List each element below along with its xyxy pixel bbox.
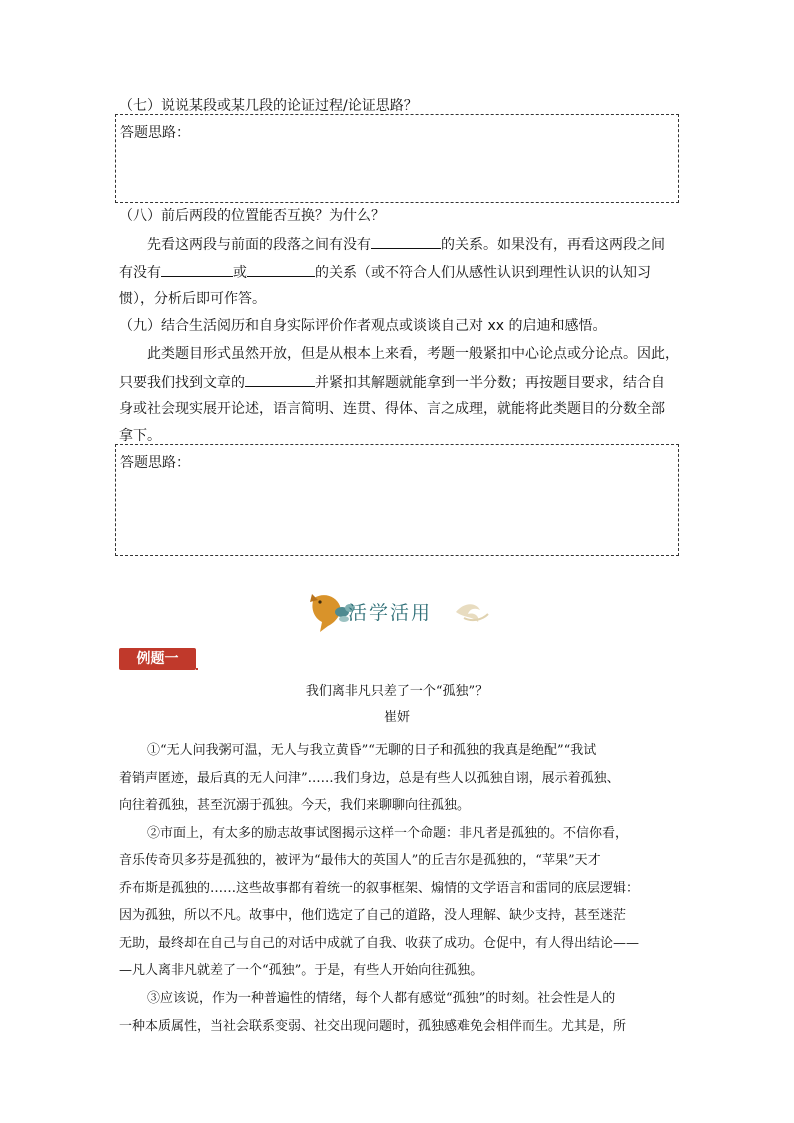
article-line: ③应该说，作为一种普遍性的情绪，每个人都有感觉“孤独”的时刻。社会性是人的 [147, 991, 616, 1006]
article-line: 因为孤独，所以不凡。故事中，他们选定了自己的道路，没人理解、缺少支持，甚至迷茫 [119, 908, 627, 923]
article-title: 我们离非凡只差了一个“孤独”？ [305, 684, 489, 699]
q8-text: 的关系（或不符合人们从感性认识到理性认识的认知习 [315, 265, 651, 281]
article-line: 音乐传奇贝多芬是孤独的，被评为“最伟大的英国人”的丘吉尔是孤独的，“苹果”天才 [119, 853, 601, 868]
fill-blank[interactable] [161, 262, 233, 277]
q9-paragraph-line-1: 此类题目形式虽然开放，但是从根本上来看，考题一般紧扣中心论点或分论点。因此， [147, 346, 679, 362]
example-tag-label: 例题一 [136, 651, 179, 667]
fill-blank[interactable] [245, 372, 315, 387]
q9-answer-label: 答题思路： [120, 455, 190, 471]
article-line: 着销声匿迹，最后真的无人问津”……我们身边，总是有些人以孤独自诩，展示着孤独、 [119, 771, 620, 786]
q8-paragraph-line-1 [147, 234, 665, 255]
article-line: —凡人离非凡就差了一个“孤独”。于是，有些人开始向往孤独。 [119, 963, 484, 978]
banner-title: 活学活用 [348, 602, 433, 624]
q9-text: 并紧扣其解题就能拿到一半分数；再按题目要求，结合自 [315, 375, 665, 391]
fill-blank[interactable] [247, 262, 315, 277]
q7-answer-label: 答题思路： [120, 125, 190, 141]
q8-text: 先看这两段与前面的段落之间有没有 [147, 237, 371, 253]
fill-blank[interactable] [371, 234, 441, 249]
article-line: 乔布斯是孤独的……这些故事都有着统一的叙事框架、煽情的文学语言和雷同的底层逻辑： [119, 881, 640, 896]
q8-text: 的关系。如果没有，再看这两段之间 [441, 237, 665, 253]
q9-text: 只要我们找到文章的 [119, 375, 245, 391]
q9-paragraph-line-2 [119, 372, 665, 393]
tag-decoration [196, 668, 198, 670]
example-tag [119, 648, 196, 670]
q9-answer-box[interactable] [115, 444, 679, 556]
article-line: 无助，最终却在自己与自己的对话中成就了自我、收获了成功。仓促中，有人得出结论—— [119, 936, 640, 951]
article-line: ①“无人问我粥可温，无人与我立黄昏”“无聊的日子和孤独的我真是绝配”“我试 [147, 743, 597, 758]
q8-paragraph-line-2 [119, 262, 651, 283]
q9-paragraph-line-3: 身或社会现实展开论述，语言简明、连贯、得体、言之成理，就能将此类题目的分数全部 [119, 401, 665, 417]
section-banner [306, 588, 496, 636]
article-line: 向往着孤独，甚至沉溺于孤独。今天，我们来聊聊向往孤独。 [119, 798, 471, 813]
q9-title: （九）结合生活阅历和自身实际评价作者观点或谈谈自己对 xx 的启迪和感悟。 [119, 318, 607, 334]
article-line: 一种本质属性，当社会联系变弱、社交出现问题时，孤独感难免会相伴而生。尤其是，所 [119, 1019, 627, 1034]
q8-text: 或 [233, 265, 247, 281]
q8-title: （八）前后两段的位置能否互换？为什么？ [119, 208, 385, 224]
q8-paragraph-line-3: 惯），分析后即可作答。 [119, 291, 266, 307]
article-author: 崔妍 [383, 710, 410, 725]
q8-text: 有没有 [119, 265, 161, 281]
q7-answer-box[interactable] [115, 114, 679, 203]
article-line: ②市面上，有太多的励志故事试图揭示这样一个命题：非凡者是孤独的。不信你看， [147, 826, 629, 841]
q9-paragraph-line-4: 拿下。 [119, 428, 161, 444]
q7-title: （七）说说某段或某几段的论证过程/论证思路？ [119, 98, 418, 114]
